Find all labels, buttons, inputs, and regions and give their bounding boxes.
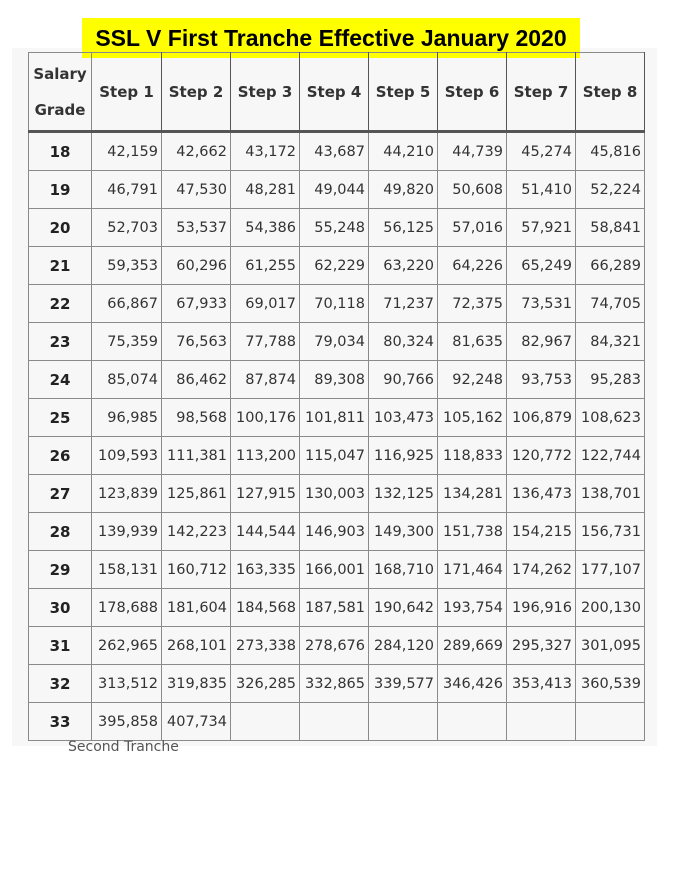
salary-amount-cell: 200,130 xyxy=(576,589,645,627)
salary-amount-cell: 332,865 xyxy=(300,665,369,703)
salary-amount-cell: 123,839 xyxy=(92,475,162,513)
salary-grade-cell: 21 xyxy=(29,247,92,285)
table-row xyxy=(29,475,645,513)
salary-amount-cell: 84,321 xyxy=(576,323,645,361)
salary-amount-cell: 59,353 xyxy=(92,247,162,285)
salary-amount-cell: 63,220 xyxy=(369,247,438,285)
table-row xyxy=(29,665,645,703)
salary-amount-cell: 268,101 xyxy=(162,627,231,665)
salary-grade-header-line2: Grade xyxy=(34,100,86,119)
salary-amount-cell: 108,623 xyxy=(576,399,645,437)
salary-amount-cell: 43,172 xyxy=(231,132,300,171)
salary-amount-cell: 353,413 xyxy=(507,665,576,703)
salary-amount-cell: 146,903 xyxy=(300,513,369,551)
salary-grade-cell: 26 xyxy=(29,437,92,475)
step-8-header: Step 8 xyxy=(576,53,645,132)
salary-amount-cell: 174,262 xyxy=(507,551,576,589)
salary-amount-cell: 44,739 xyxy=(438,132,507,171)
salary-amount-cell: 193,754 xyxy=(438,589,507,627)
salary-amount-cell: 154,215 xyxy=(507,513,576,551)
salary-grade-header xyxy=(29,53,92,132)
salary-grade-cell: 22 xyxy=(29,285,92,323)
salary-amount-cell: 136,473 xyxy=(507,475,576,513)
salary-amount-cell: 81,635 xyxy=(438,323,507,361)
salary-amount-cell xyxy=(231,703,300,741)
salary-amount-cell: 106,879 xyxy=(507,399,576,437)
step-7-header: Step 7 xyxy=(507,53,576,132)
salary-amount-cell: 160,712 xyxy=(162,551,231,589)
salary-amount-cell: 58,841 xyxy=(576,209,645,247)
salary-amount-cell: 273,338 xyxy=(231,627,300,665)
salary-amount-cell: 181,604 xyxy=(162,589,231,627)
salary-amount-cell: 57,016 xyxy=(438,209,507,247)
salary-amount-cell: 55,248 xyxy=(300,209,369,247)
salary-amount-cell: 130,003 xyxy=(300,475,369,513)
salary-amount-cell: 177,107 xyxy=(576,551,645,589)
salary-amount-cell: 95,283 xyxy=(576,361,645,399)
salary-amount-cell: 134,281 xyxy=(438,475,507,513)
salary-amount-cell: 49,044 xyxy=(300,171,369,209)
step-3-header: Step 3 xyxy=(231,53,300,132)
salary-amount-cell: 92,248 xyxy=(438,361,507,399)
salary-amount-cell: 42,159 xyxy=(92,132,162,171)
table-row xyxy=(29,171,645,209)
salary-amount-cell: 168,710 xyxy=(369,551,438,589)
salary-amount-cell: 85,074 xyxy=(92,361,162,399)
salary-grade-cell: 31 xyxy=(29,627,92,665)
page-title: SSL V First Tranche Effective January 2020 xyxy=(82,18,580,58)
salary-amount-cell: 54,386 xyxy=(231,209,300,247)
salary-amount-cell: 111,381 xyxy=(162,437,231,475)
salary-amount-cell: 89,308 xyxy=(300,361,369,399)
salary-amount-cell: 57,921 xyxy=(507,209,576,247)
table-row xyxy=(29,209,645,247)
table-header-row xyxy=(29,53,645,132)
salary-table-body xyxy=(29,132,645,741)
salary-amount-cell: 71,237 xyxy=(369,285,438,323)
salary-amount-cell xyxy=(507,703,576,741)
salary-amount-cell: 407,734 xyxy=(162,703,231,741)
salary-amount-cell: 139,939 xyxy=(92,513,162,551)
salary-amount-cell xyxy=(438,703,507,741)
salary-amount-cell xyxy=(300,703,369,741)
salary-amount-cell: 190,642 xyxy=(369,589,438,627)
salary-amount-cell: 49,820 xyxy=(369,171,438,209)
cutoff-caption: Second Tranche xyxy=(68,739,179,751)
salary-amount-cell xyxy=(369,703,438,741)
salary-amount-cell: 138,701 xyxy=(576,475,645,513)
salary-grade-cell: 25 xyxy=(29,399,92,437)
salary-amount-cell: 76,563 xyxy=(162,323,231,361)
salary-amount-cell: 395,858 xyxy=(92,703,162,741)
salary-amount-cell: 96,985 xyxy=(92,399,162,437)
salary-amount-cell: 62,229 xyxy=(300,247,369,285)
salary-amount-cell: 66,289 xyxy=(576,247,645,285)
salary-amount-cell: 144,544 xyxy=(231,513,300,551)
salary-grade-cell: 30 xyxy=(29,589,92,627)
salary-amount-cell: 313,512 xyxy=(92,665,162,703)
salary-amount-cell: 77,788 xyxy=(231,323,300,361)
step-5-header: Step 5 xyxy=(369,53,438,132)
salary-amount-cell: 98,568 xyxy=(162,399,231,437)
salary-amount-cell xyxy=(576,703,645,741)
salary-amount-cell: 166,001 xyxy=(300,551,369,589)
table-row xyxy=(29,285,645,323)
salary-amount-cell: 82,967 xyxy=(507,323,576,361)
salary-amount-cell: 64,226 xyxy=(438,247,507,285)
salary-amount-cell: 87,874 xyxy=(231,361,300,399)
salary-amount-cell: 149,300 xyxy=(369,513,438,551)
salary-amount-cell: 116,925 xyxy=(369,437,438,475)
salary-amount-cell: 50,608 xyxy=(438,171,507,209)
salary-amount-cell: 45,816 xyxy=(576,132,645,171)
salary-grade-cell: 18 xyxy=(29,132,92,171)
salary-grade-header-line1: Salary xyxy=(33,64,87,83)
table-row xyxy=(29,132,645,171)
salary-amount-cell: 103,473 xyxy=(369,399,438,437)
salary-amount-cell: 284,120 xyxy=(369,627,438,665)
salary-grade-cell: 28 xyxy=(29,513,92,551)
salary-amount-cell: 120,772 xyxy=(507,437,576,475)
table-row xyxy=(29,551,645,589)
salary-amount-cell: 52,224 xyxy=(576,171,645,209)
table-row xyxy=(29,247,645,285)
step-6-header: Step 6 xyxy=(438,53,507,132)
salary-amount-cell: 101,811 xyxy=(300,399,369,437)
salary-amount-cell: 45,274 xyxy=(507,132,576,171)
salary-amount-cell: 326,285 xyxy=(231,665,300,703)
salary-amount-cell: 100,176 xyxy=(231,399,300,437)
table-row xyxy=(29,437,645,475)
step-2-header: Step 2 xyxy=(162,53,231,132)
salary-amount-cell: 75,359 xyxy=(92,323,162,361)
salary-amount-cell: 67,933 xyxy=(162,285,231,323)
salary-grade-cell: 29 xyxy=(29,551,92,589)
salary-amount-cell: 163,335 xyxy=(231,551,300,589)
salary-amount-cell: 52,703 xyxy=(92,209,162,247)
salary-grade-cell: 24 xyxy=(29,361,92,399)
step-1-header: Step 1 xyxy=(92,53,162,132)
salary-amount-cell: 158,131 xyxy=(92,551,162,589)
salary-amount-cell: 301,095 xyxy=(576,627,645,665)
salary-amount-cell: 113,200 xyxy=(231,437,300,475)
salary-amount-cell: 60,296 xyxy=(162,247,231,285)
salary-grade-cell: 19 xyxy=(29,171,92,209)
table-row xyxy=(29,627,645,665)
salary-amount-cell: 278,676 xyxy=(300,627,369,665)
salary-amount-cell: 118,833 xyxy=(438,437,507,475)
salary-amount-cell: 72,375 xyxy=(438,285,507,323)
salary-amount-cell: 79,034 xyxy=(300,323,369,361)
salary-amount-cell: 196,916 xyxy=(507,589,576,627)
salary-amount-cell: 142,223 xyxy=(162,513,231,551)
table-row xyxy=(29,589,645,627)
salary-table xyxy=(28,52,645,741)
salary-grade-cell: 32 xyxy=(29,665,92,703)
salary-amount-cell: 127,915 xyxy=(231,475,300,513)
salary-amount-cell: 125,861 xyxy=(162,475,231,513)
salary-amount-cell: 122,744 xyxy=(576,437,645,475)
salary-amount-cell: 171,464 xyxy=(438,551,507,589)
salary-amount-cell: 319,835 xyxy=(162,665,231,703)
salary-grade-cell: 20 xyxy=(29,209,92,247)
salary-amount-cell: 93,753 xyxy=(507,361,576,399)
table-row xyxy=(29,323,645,361)
salary-amount-cell: 61,255 xyxy=(231,247,300,285)
step-4-header: Step 4 xyxy=(300,53,369,132)
salary-amount-cell: 42,662 xyxy=(162,132,231,171)
salary-amount-cell: 187,581 xyxy=(300,589,369,627)
salary-amount-cell: 178,688 xyxy=(92,589,162,627)
salary-amount-cell: 90,766 xyxy=(369,361,438,399)
salary-amount-cell: 289,669 xyxy=(438,627,507,665)
table-row xyxy=(29,361,645,399)
salary-amount-cell: 53,537 xyxy=(162,209,231,247)
salary-amount-cell: 66,867 xyxy=(92,285,162,323)
salary-amount-cell: 70,118 xyxy=(300,285,369,323)
salary-amount-cell: 360,539 xyxy=(576,665,645,703)
salary-amount-cell: 44,210 xyxy=(369,132,438,171)
salary-grade-cell: 33 xyxy=(29,703,92,741)
salary-amount-cell: 105,162 xyxy=(438,399,507,437)
salary-amount-cell: 46,791 xyxy=(92,171,162,209)
salary-grade-cell: 23 xyxy=(29,323,92,361)
salary-amount-cell: 86,462 xyxy=(162,361,231,399)
salary-amount-cell: 73,531 xyxy=(507,285,576,323)
salary-amount-cell: 56,125 xyxy=(369,209,438,247)
table-row xyxy=(29,703,645,741)
salary-amount-cell: 262,965 xyxy=(92,627,162,665)
salary-amount-cell: 69,017 xyxy=(231,285,300,323)
salary-amount-cell: 43,687 xyxy=(300,132,369,171)
salary-grade-cell: 27 xyxy=(29,475,92,513)
salary-amount-cell: 132,125 xyxy=(369,475,438,513)
salary-amount-cell: 51,410 xyxy=(507,171,576,209)
salary-amount-cell: 109,593 xyxy=(92,437,162,475)
salary-amount-cell: 80,324 xyxy=(369,323,438,361)
salary-amount-cell: 295,327 xyxy=(507,627,576,665)
salary-amount-cell: 184,568 xyxy=(231,589,300,627)
salary-amount-cell: 47,530 xyxy=(162,171,231,209)
salary-amount-cell: 74,705 xyxy=(576,285,645,323)
salary-amount-cell: 156,731 xyxy=(576,513,645,551)
salary-amount-cell: 339,577 xyxy=(369,665,438,703)
salary-amount-cell: 346,426 xyxy=(438,665,507,703)
salary-amount-cell: 151,738 xyxy=(438,513,507,551)
salary-amount-cell: 48,281 xyxy=(231,171,300,209)
salary-amount-cell: 115,047 xyxy=(300,437,369,475)
salary-amount-cell: 65,249 xyxy=(507,247,576,285)
table-row xyxy=(29,399,645,437)
table-row xyxy=(29,513,645,551)
